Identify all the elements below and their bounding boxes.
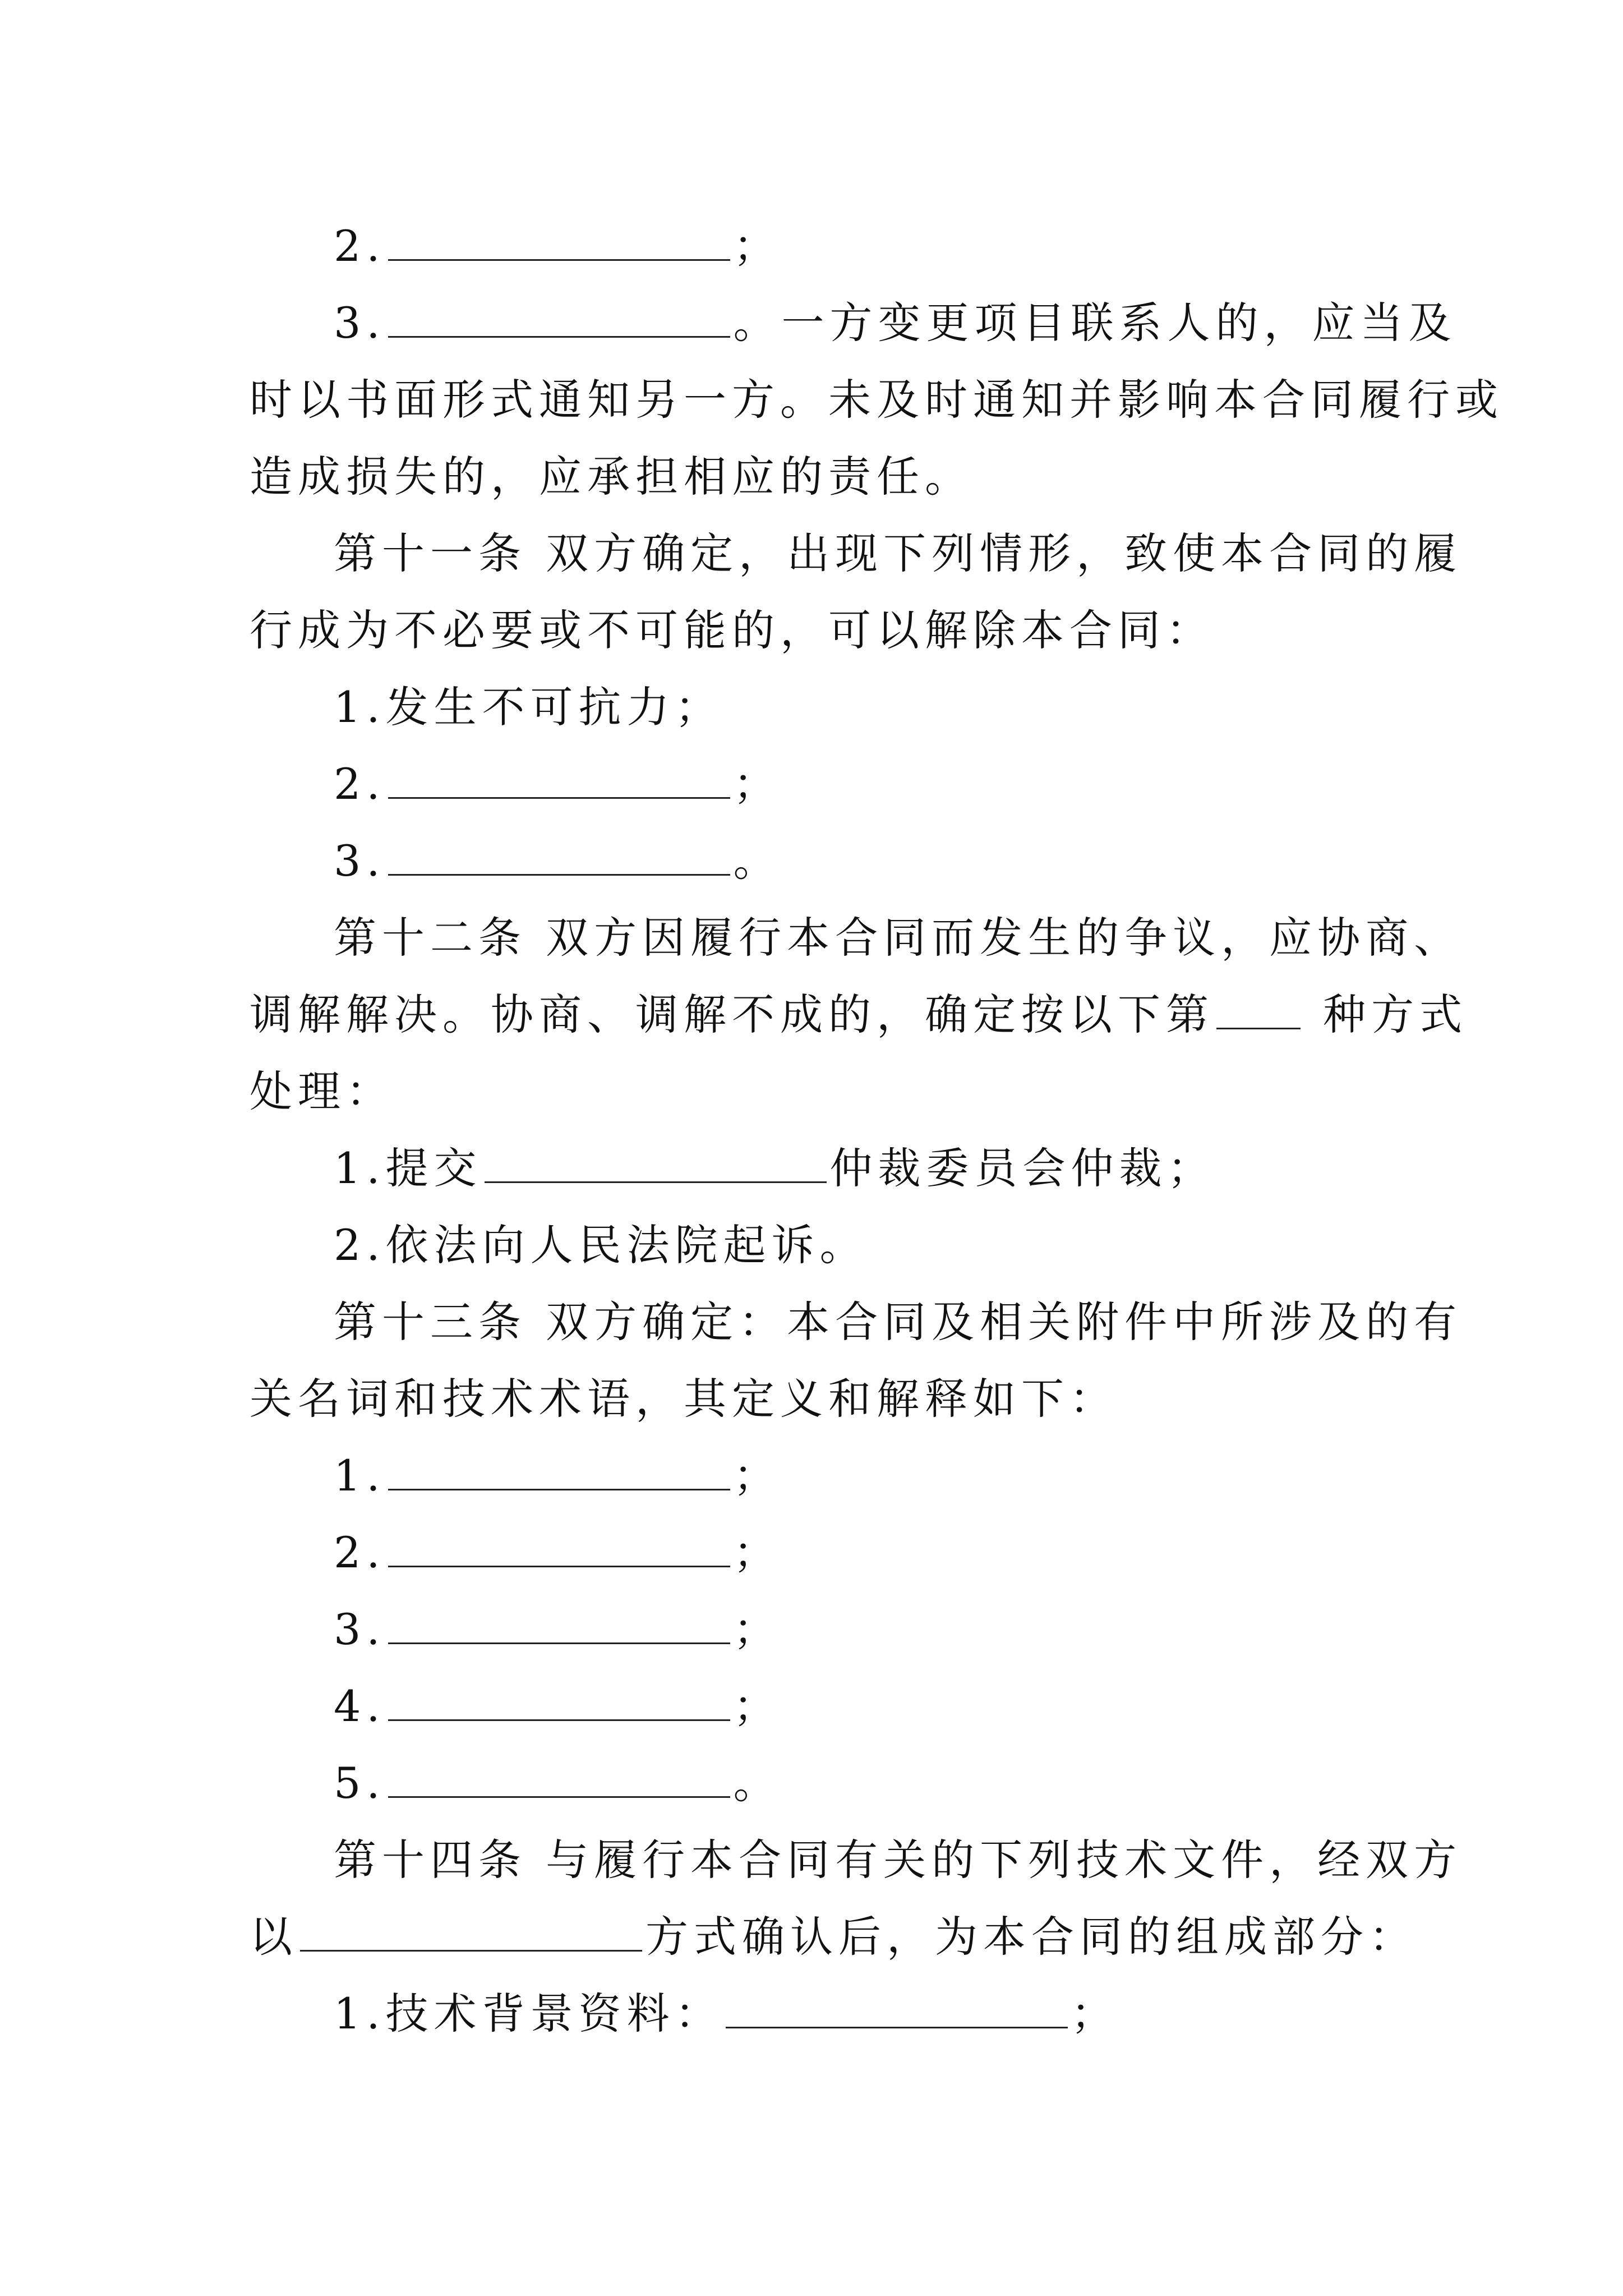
blank-field (388, 1761, 730, 1798)
blank-field (388, 1608, 730, 1644)
blank-field (300, 1915, 642, 1952)
blank-field (388, 839, 730, 876)
item-3-line: 3. 。一方变更项目联系人的，应当及 (334, 298, 1457, 348)
article-13-heading: 第十三条 双方确定：本合同及相关附件中所涉及的有 (334, 1297, 1463, 1347)
blank-field (388, 1531, 730, 1567)
blank-field (485, 1147, 827, 1183)
blank-field (388, 224, 730, 261)
paragraph-line: 关名词和技术术语，其定义和解释如下： (250, 1374, 1118, 1424)
blank-field (388, 1454, 730, 1490)
blank-field (1216, 993, 1301, 1029)
document-page (250, 208, 1504, 2052)
article-14-heading: 第十四条 与履行本合同有关的下列技术文件，经双方 (334, 1835, 1463, 1885)
list-item: 3. 。 (334, 836, 782, 886)
list-item: 1.技术背景资料： ； (334, 1989, 1119, 2039)
blank-field (726, 1992, 1068, 2028)
list-item: 1.提交 仲裁委员会仲裁； (334, 1143, 1216, 1193)
blank-field (388, 1685, 730, 1721)
list-item: 2. ； (334, 1527, 782, 1577)
paragraph-line: 行成为不必要或不可能的，可以解除本合同： (250, 605, 1214, 655)
list-item: 2. ； (334, 759, 782, 809)
blank-field (388, 762, 730, 799)
paragraph-line: 造成损失的，应承担相应的责任。 (250, 452, 973, 501)
paragraph-line: 时以书面形式通知另一方。未及时通知并影响本合同履行或 (250, 375, 1504, 425)
paragraph-line: 以 方式确认后，为本合同的组成部分： (250, 1912, 1417, 1962)
blank-field (388, 301, 730, 338)
list-item: 1. ； (334, 1451, 782, 1501)
paragraph-line: 处理： (250, 1066, 394, 1116)
list-item: 5. 。 (334, 1758, 782, 1808)
list-item: 1.发生不可抗力； (334, 682, 723, 732)
article-11-heading: 第十一条 双方确定，出现下列情形，致使本合同的履 (334, 528, 1463, 578)
list-item: 3. ； (334, 1604, 782, 1654)
article-12-heading: 第十二条 双方因履行本合同而发生的争议，应协商、 (334, 913, 1463, 963)
list-item: 2.依法向人民法院起诉。 (334, 1220, 868, 1270)
list-item: 4. ； (334, 1681, 782, 1731)
paragraph-line: 调解解决。协商、调解不成的，确定按以下第 种方式 (250, 990, 1468, 1039)
item-2-line: 2. ； (334, 221, 782, 271)
